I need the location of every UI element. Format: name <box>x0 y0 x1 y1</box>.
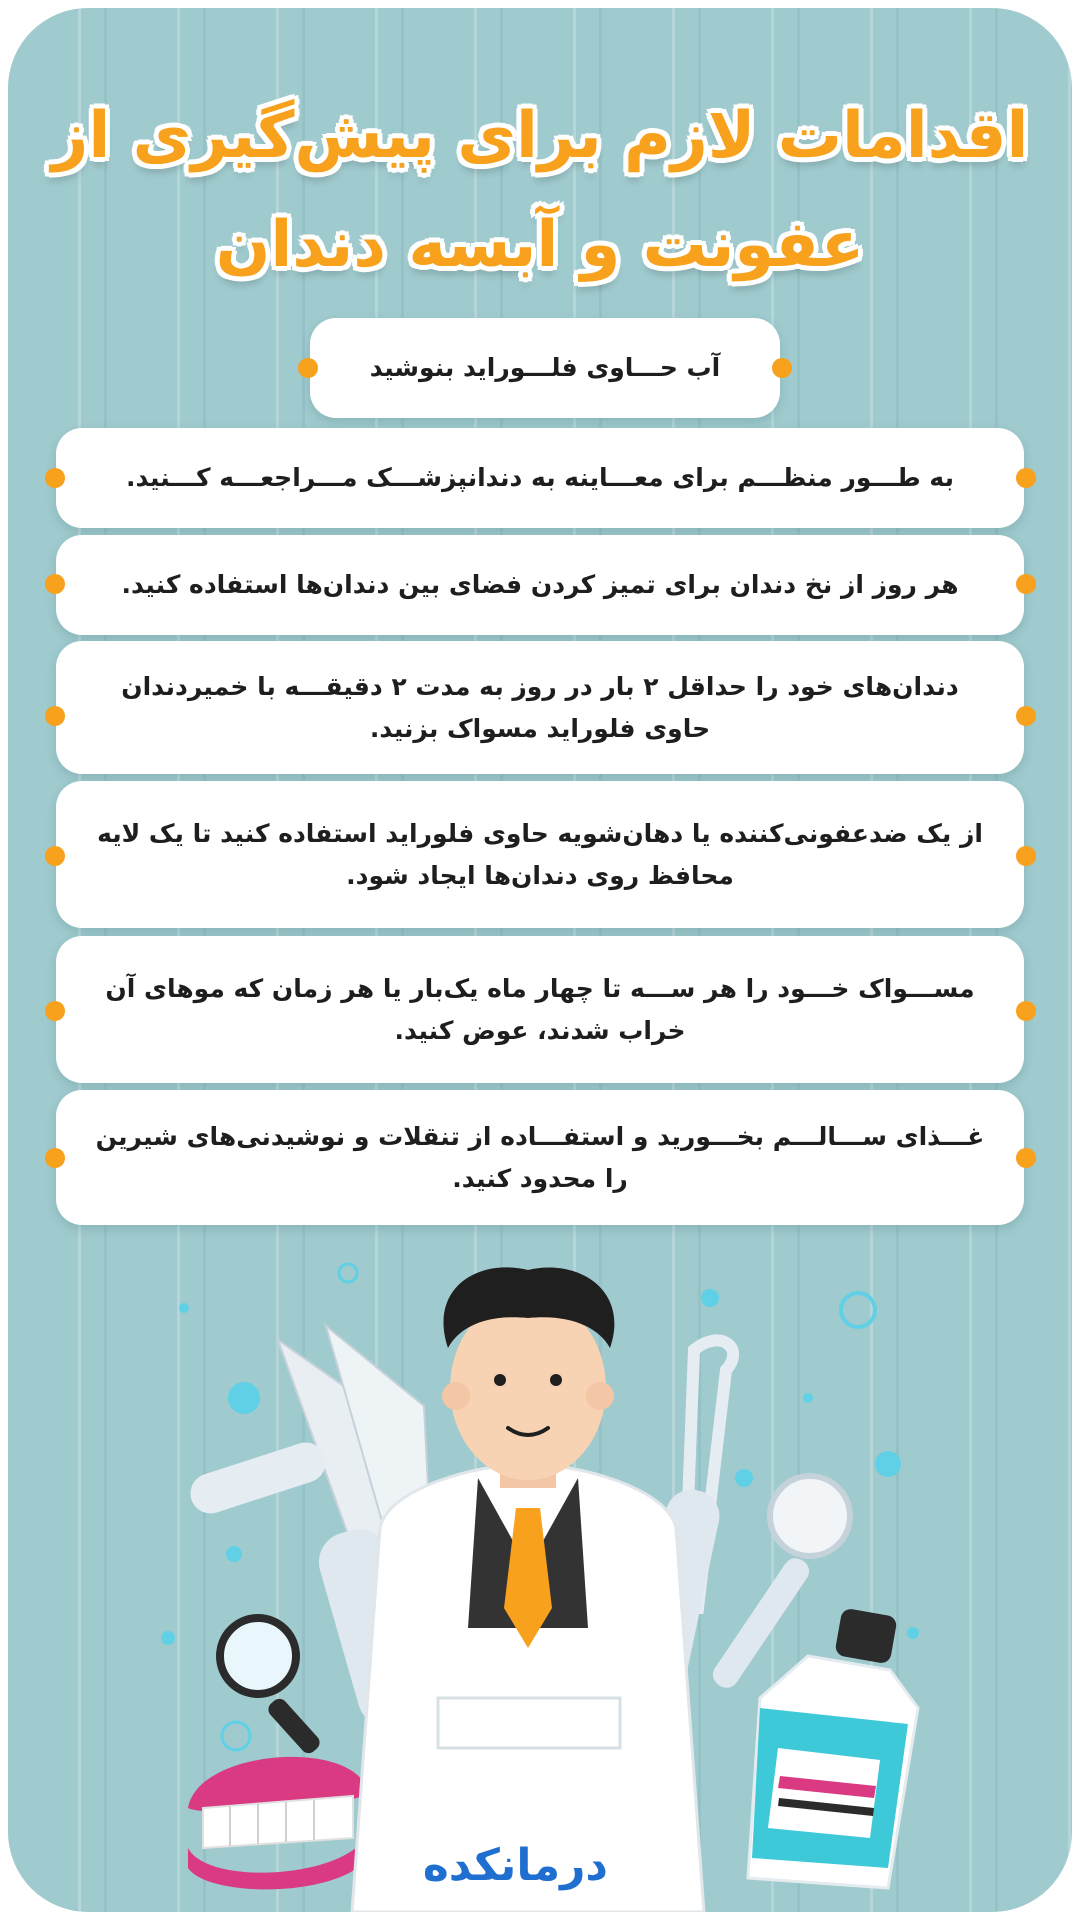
tip-text: آب حـــاوی فلـــوراید بنوشید <box>369 353 721 383</box>
tip-text: دندان‌های خود را حداقل ۲ بار در روز به مدت ۲ دقیقـــه با خمیردندان حاوی فلوراید مسواک بزنید. <box>121 672 959 743</box>
tip-text: به طـــور منظـــم برای معـــاینه به دندانپزشـــک مـــراجعـــه کـــنید. <box>126 463 954 493</box>
title-line-2: عفونت و آبسه دندان <box>215 208 865 282</box>
tip-text: غـــذای ســـالـــم بخـــورید و استفـــاده از تنقلات و نوشیدنی‌های شیرین را محدود کنید. <box>95 1122 985 1193</box>
dentures-icon <box>188 1757 370 1890</box>
tip-text: از یک ضدعفونی‌کننده یا دهان‌شویه حاوی فلوراید استفاده کنید تا یک لایه محافظ روی دندان‌ها ایجاد شود. <box>97 819 983 890</box>
dentist-illustration <box>8 8 1072 1912</box>
infographic-frame <box>8 8 1072 1912</box>
tip-text: هر روز از نخ دندان برای تمیز کردن فضای بین دندان‌ها استفاده کنید. <box>121 570 959 600</box>
tip-text: مســـواک خـــود را هر ســـه تا چهار ماه یک‌بار یا هر زمان که موهای آن خراب شدند، عوض کنید. <box>105 974 975 1045</box>
brand-logo: درمانکده <box>422 1840 608 1891</box>
dentist-character <box>352 1267 704 1912</box>
title-line-1: اقدامات لازم برای پیش‌گیری از <box>51 99 1029 173</box>
magnifier-icon <box>220 1618 323 1756</box>
mouthwash-bottle-icon <box>748 1608 918 1888</box>
